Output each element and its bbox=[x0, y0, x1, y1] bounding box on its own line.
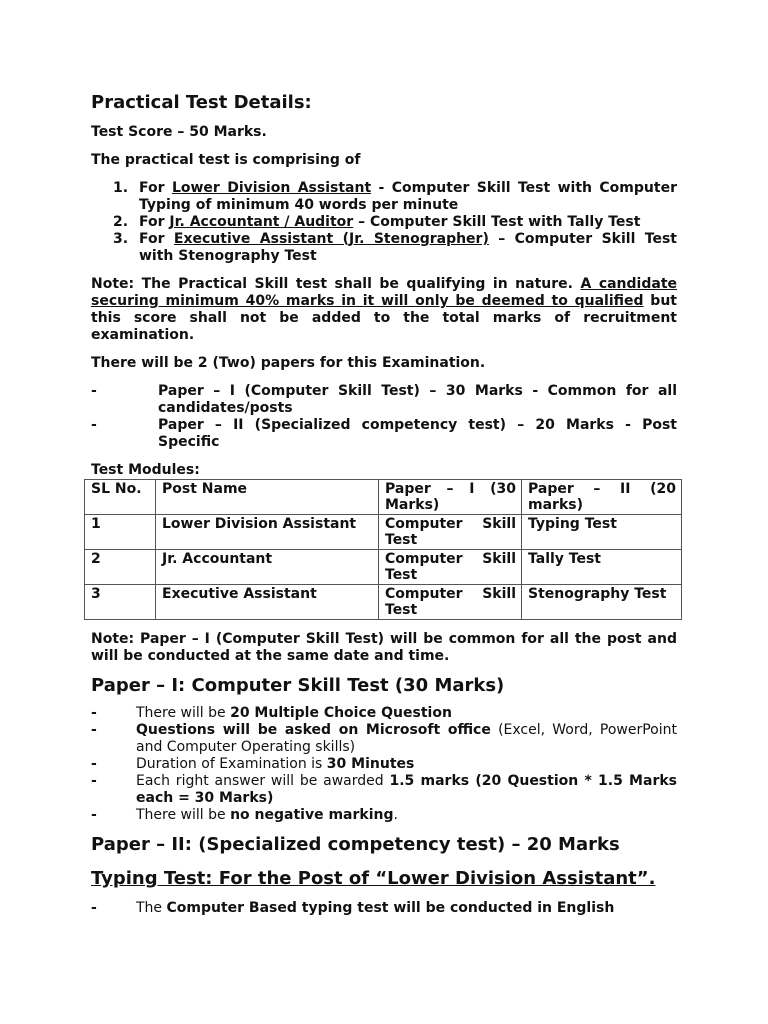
table-row bbox=[85, 550, 682, 585]
lower-section bbox=[91, 631, 677, 917]
typing-list bbox=[91, 900, 677, 917]
table-row bbox=[85, 585, 682, 620]
modules-label: Test Modules: bbox=[91, 462, 200, 478]
table-cell: Tally Test bbox=[522, 550, 682, 585]
list-item: - Paper – I (Computer Skill Test) – 30 Marks - Common for all candidates/posts bbox=[91, 383, 677, 416]
table-cell: Computer Skill Test bbox=[379, 550, 522, 585]
paper1-list bbox=[91, 705, 677, 824]
post-name: Executive Assistant (Jr. Stenographer) bbox=[173, 231, 489, 247]
table-cell: Stenography Test bbox=[522, 585, 682, 620]
page-title: Practical Test Details: bbox=[91, 92, 312, 113]
list-item: 2. For Jr. Accountant / Auditor – Computer Skill Test with Tally Test bbox=[113, 214, 641, 230]
list-item: - Paper – II (Specialized competency test) – 20 Marks - Post Specific bbox=[91, 417, 677, 450]
table-row bbox=[85, 515, 682, 550]
header-cell: Paper – II (20 marks) bbox=[522, 480, 682, 515]
table-header-row bbox=[85, 480, 682, 515]
table-cell: Computer Skill Test bbox=[379, 585, 522, 620]
posts-list bbox=[91, 180, 677, 265]
test-score: Test Score – 50 Marks. bbox=[91, 124, 267, 140]
intro-text: The practical test is comprising of bbox=[91, 152, 361, 168]
table-cell: 3 bbox=[85, 585, 156, 620]
table-cell: 2 bbox=[85, 550, 156, 585]
header-cell: Paper – I (30 Marks) bbox=[379, 480, 522, 515]
common-note: Note: Paper – I (Computer Skill Test) will be common for all the post and will be conducted at the same date and time. bbox=[91, 631, 677, 664]
post-name: Jr. Accountant / Auditor bbox=[169, 214, 354, 230]
list-item: 1. For Lower Division Assistant - Computer Skill Test with Computer Typing of minimum 40 words per minute bbox=[113, 180, 677, 213]
document-page bbox=[91, 92, 677, 479]
table-cell: Lower Division Assistant bbox=[156, 515, 379, 550]
papers-list bbox=[91, 383, 677, 451]
paper1-heading: Paper – I: Computer Skill Test (30 Marks) bbox=[91, 675, 505, 696]
table-cell: 1 bbox=[85, 515, 156, 550]
typing-heading: Typing Test: For the Post of “Lower Division Assistant”. bbox=[91, 868, 656, 889]
table-cell: Typing Test bbox=[522, 515, 682, 550]
table-cell: Executive Assistant bbox=[156, 585, 379, 620]
paper2-heading: Paper – II: (Specialized competency test) – 20 Marks bbox=[91, 834, 620, 855]
list-item: - The Computer Based typing test will be conducted in English bbox=[91, 900, 615, 916]
list-item: 3. For Executive Assistant (Jr. Stenographer) – Computer Skill Test with Stenography Test bbox=[113, 231, 677, 264]
post-name: Lower Division Assistant bbox=[171, 180, 372, 196]
list-item: - Duration of Examination is 30 Minutes bbox=[91, 756, 415, 772]
table-cell: Jr. Accountant bbox=[156, 550, 379, 585]
table-cell: Computer Skill Test bbox=[379, 515, 522, 550]
list-item: - There will be no negative marking. bbox=[91, 807, 398, 823]
list-item: - Questions will be asked on Microsoft office (Excel, Word, PowerPoint and Computer Operating skills) bbox=[91, 722, 677, 755]
qualifying-note: Note: The Practical Skill test shall be qualifying in nature. A candidate securing minimum 40% marks in it will only be deemed to qualified but this score shall not be added to the total marks of recruitment examination. bbox=[91, 276, 678, 343]
test-modules-table bbox=[84, 479, 682, 620]
papers-intro: There will be 2 (Two) papers for this Examination. bbox=[91, 355, 486, 371]
list-item: - There will be 20 Multiple Choice Question bbox=[91, 705, 452, 721]
header-cell: Post Name bbox=[156, 480, 379, 515]
header-cell: SL No. bbox=[85, 480, 156, 515]
list-item: - Each right answer will be awarded 1.5 marks (20 Question * 1.5 Marks each = 30 Marks) bbox=[91, 773, 677, 806]
